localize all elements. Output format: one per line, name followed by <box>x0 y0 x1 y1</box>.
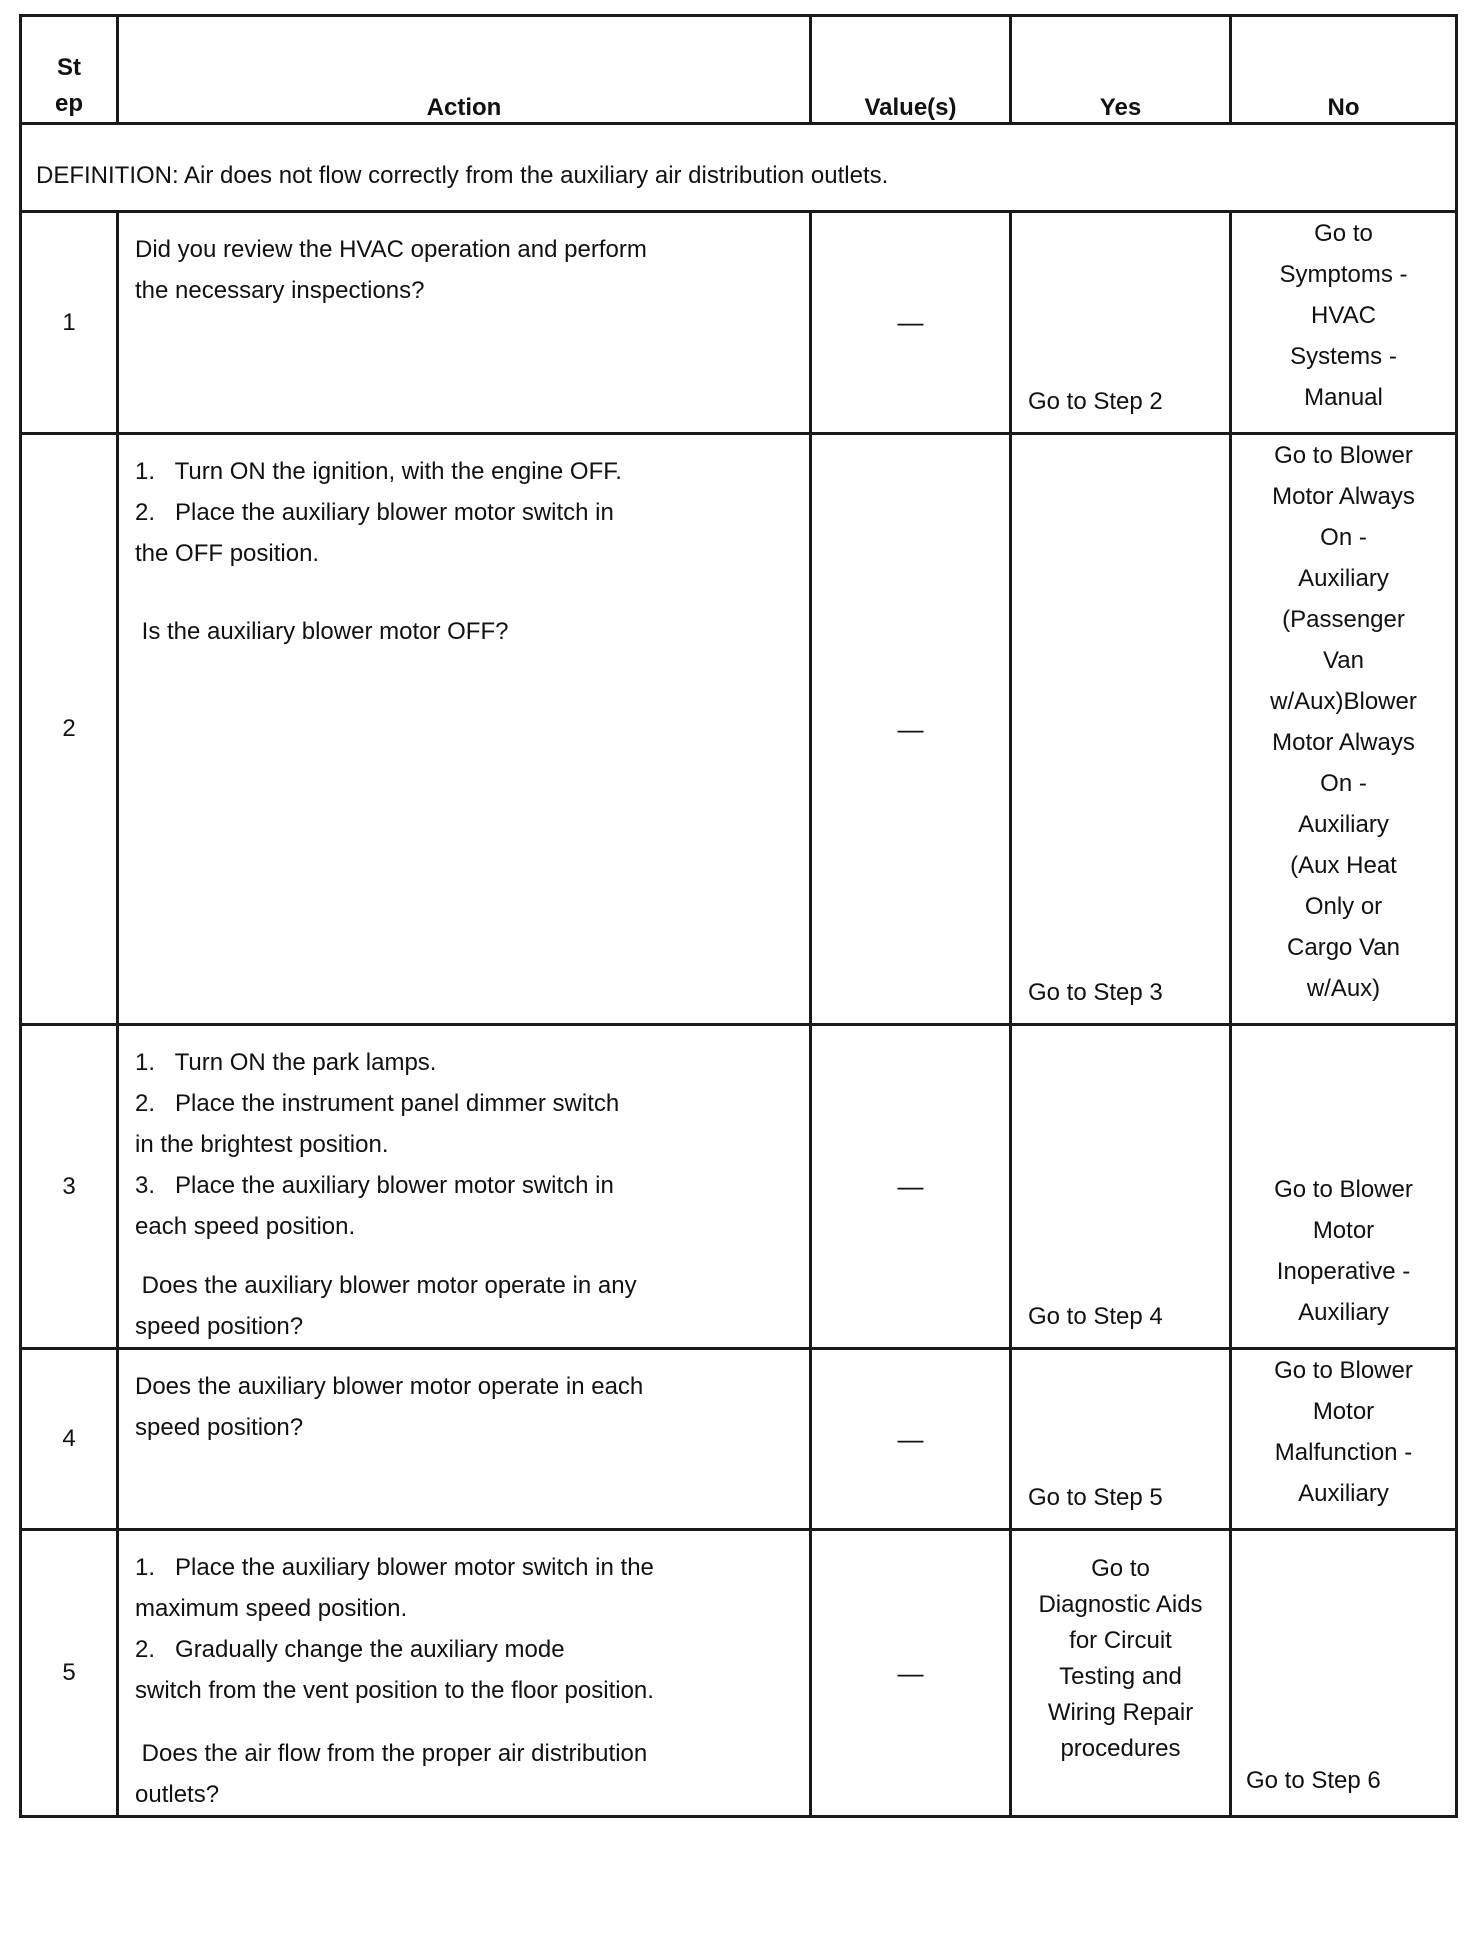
table-row <box>21 1025 1457 1349</box>
action-line: 1. Turn ON the park lamps. <box>135 1049 437 1076</box>
no-line: w/Aux) <box>1306 975 1381 1002</box>
value-cell: — <box>811 1530 1011 1817</box>
no-line: On - <box>1320 770 1367 797</box>
action-question: Does the air flow from the proper air distribution <box>135 1740 648 1767</box>
no-line: Malfunction - <box>1274 1439 1413 1466</box>
no-line: Motor Always <box>1272 729 1415 756</box>
step-number: 5 <box>21 1530 118 1817</box>
yes-cell: Go to Step 3 <box>1011 434 1231 1025</box>
action-cell <box>118 1530 811 1817</box>
definition-text: DEFINITION: Air does not flow correctly from the auxiliary air distribution outlets. <box>21 124 1457 212</box>
no-line: Symptoms - <box>1279 261 1408 288</box>
action-line: 1. Turn ON the ignition, with the engine OFF. <box>135 458 622 485</box>
no-line: Inoperative - <box>1276 1258 1411 1285</box>
no-line: Only or <box>1304 893 1383 920</box>
value-cell: — <box>811 1025 1011 1349</box>
diagnostic-table <box>19 14 1458 1818</box>
no-line: On - <box>1320 524 1367 551</box>
table-row <box>21 1530 1457 1817</box>
yes-line: procedures <box>1060 1735 1181 1762</box>
table-row <box>21 434 1457 1025</box>
action-line: maximum speed position. <box>135 1595 408 1622</box>
no-line: Motor <box>1312 1398 1375 1425</box>
action-question: Is the auxiliary blower motor OFF? <box>135 618 509 645</box>
yes-cell: Go to Step 4 <box>1011 1025 1231 1349</box>
action-line: speed position? <box>135 1414 304 1441</box>
action-line: the necessary inspections? <box>135 277 425 304</box>
action-line: each speed position. <box>135 1213 356 1240</box>
header-row <box>21 16 1457 124</box>
value-cell: — <box>811 434 1011 1025</box>
no-line: Go to Blower <box>1274 1176 1413 1203</box>
no-cell <box>1231 434 1457 1025</box>
yes-cell: Go to Step 2 <box>1011 212 1231 434</box>
definition-row <box>21 124 1457 212</box>
no-cell <box>1231 1349 1457 1530</box>
yes-cell: Go to Step 5 <box>1011 1349 1231 1530</box>
action-header: Action <box>118 16 811 124</box>
step-header-line2: ep <box>54 90 83 117</box>
step-number: 1 <box>21 212 118 434</box>
action-question: speed position? <box>135 1313 304 1340</box>
no-cell: Go to Step 6 <box>1231 1530 1457 1817</box>
no-line: Cargo Van <box>1287 934 1400 961</box>
no-line: HVAC <box>1311 302 1376 329</box>
step-number: 3 <box>21 1025 118 1349</box>
step-header <box>21 16 118 124</box>
no-line: w/Aux)Blower <box>1270 688 1417 715</box>
action-cell <box>118 434 811 1025</box>
no-line: (Passenger <box>1282 606 1405 633</box>
action-line: 3. Place the auxiliary blower motor switch in <box>135 1172 614 1199</box>
action-line: the OFF position. <box>135 540 320 567</box>
no-line: (Aux Heat <box>1290 852 1397 879</box>
action-line: Does the auxiliary blower motor operate in each <box>135 1373 644 1400</box>
action-line: 2. Place the auxiliary blower motor switch in <box>135 499 614 526</box>
value-cell: — <box>811 212 1011 434</box>
yes-line: Go to <box>1091 1555 1150 1582</box>
no-line: Auxiliary <box>1298 1480 1389 1507</box>
table-row <box>21 212 1457 434</box>
no-line: Systems - <box>1290 343 1397 370</box>
yes-line: Wiring Repair <box>1047 1699 1194 1726</box>
action-question: outlets? <box>135 1781 220 1808</box>
step-number: 2 <box>21 434 118 1025</box>
no-line: Auxiliary <box>1298 811 1389 838</box>
no-line: Auxiliary <box>1298 1299 1389 1326</box>
no-line: Go to Blower <box>1274 442 1413 469</box>
step-header-line1: St <box>57 54 81 81</box>
yes-cell <box>1011 1530 1231 1817</box>
action-line: 2. Gradually change the auxiliary mode <box>135 1636 565 1663</box>
yes-line: Testing and <box>1059 1663 1182 1690</box>
yes-line: Diagnostic Aids <box>1038 1591 1203 1618</box>
yes-line: for Circuit <box>1069 1627 1172 1654</box>
value-cell: — <box>811 1349 1011 1530</box>
action-cell <box>118 212 811 434</box>
action-line: 1. Place the auxiliary blower motor switch in the <box>135 1554 654 1581</box>
no-line: Van <box>1323 647 1364 674</box>
no-cell <box>1231 212 1457 434</box>
no-line: Motor Always <box>1272 483 1415 510</box>
action-line: 2. Place the instrument panel dimmer switch <box>135 1090 620 1117</box>
action-cell <box>118 1349 811 1530</box>
step-number: 4 <box>21 1349 118 1530</box>
action-line: switch from the vent position to the floor position. <box>135 1677 654 1704</box>
no-line: Go to Blower <box>1274 1357 1413 1384</box>
no-line: Go to <box>1314 220 1373 247</box>
no-header: No <box>1231 16 1457 124</box>
action-cell <box>118 1025 811 1349</box>
no-cell <box>1231 1025 1457 1349</box>
yes-header: Yes <box>1011 16 1231 124</box>
values-header: Value(s) <box>811 16 1011 124</box>
table-row <box>21 1349 1457 1530</box>
action-line: in the brightest position. <box>135 1131 389 1158</box>
action-line: Did you review the HVAC operation and perform <box>135 236 647 263</box>
no-line: Motor <box>1312 1217 1375 1244</box>
no-line: Manual <box>1304 384 1383 411</box>
action-question: Does the auxiliary blower motor operate in any <box>135 1272 637 1299</box>
no-line: Auxiliary <box>1298 565 1389 592</box>
